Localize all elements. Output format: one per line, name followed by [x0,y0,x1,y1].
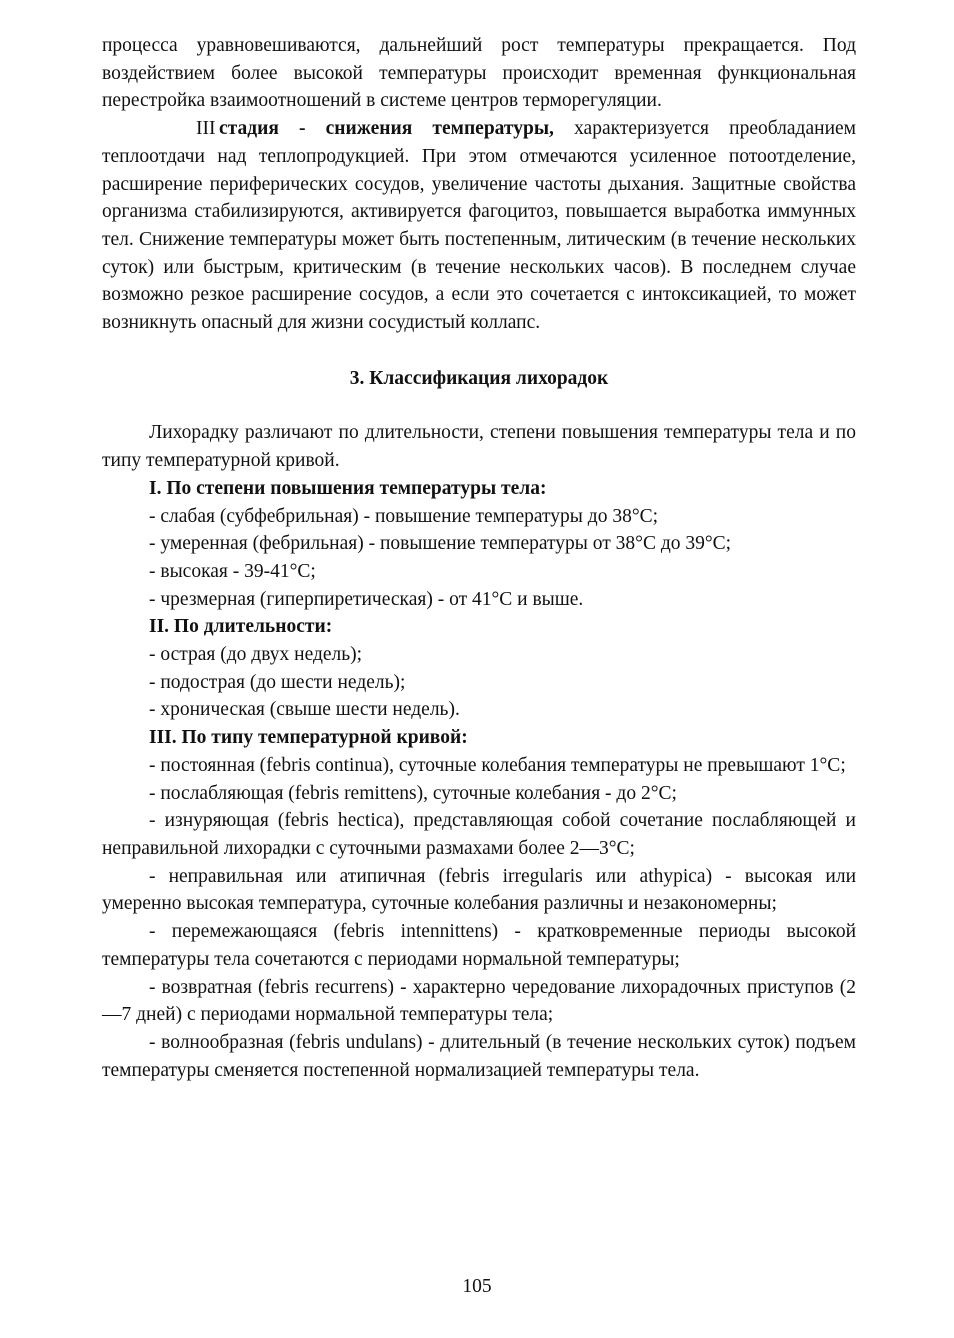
stage-title: стадия - снижения температуры, [219,118,554,140]
document-page [102,32,856,1084]
page-number: 105 [462,1276,492,1297]
paragraph-intro: Лихорадку различают по длительности, степени повышения температуры тела и по типу температурной кривой. [102,422,856,472]
subsection-title-degree: I. По степени повышения температуры тела: [149,477,547,499]
list-item: - перемежающаяся (febris intennittens) - кратковременные периоды высокой температуры тела сочетаются с периодами нормальной температуры; [102,921,856,970]
list-item: - послабляющая (febris remittens), суточные колебания - до 2°С; [149,782,677,804]
list-item: - неправильная или атипичная (febris irregularis или athypica) - высокая или умеренно высокая температура, суточные колебания различны и незакономерны; [102,865,856,915]
list-item: - умеренная (фебрильная) - повышение температуры от 38°С до 39°С; [149,533,732,555]
paragraph-stage-three: III стадия - снижения температуры, характеризуется преобладанием теплоотдачи над теплопродукцией. При этом отмечаются усиленное потоотделение, расширение периферических сосудов, увеличение частоты дыхания. Защитные свойства организма стабилизируются, активируется фагоцитоз, повышается выработка иммунных тел. Снижение температуры может быть постепенным, литическим (в течение нескольких суток) или быстрым, критическим (в течение нескольких часов). В последнем случае возможно резкое расширение сосудов, а если это сочетается с интоксикацией, то может возникнуть опасный для жизни сосудистый коллапс. [102,115,856,337]
subsection-title-duration: II. По длительности: [149,616,333,638]
list-item: - хроническая (свыше шести недель). [149,699,460,721]
list-item: - возвратная (febris recurrens) - характерно чередование лихорадочных приступов (2—7 дней) с периодами нормальной температуры тела; [102,976,856,1026]
list-item: - слабая (субфебрильная) - повышение температуры до 38°С; [149,505,659,527]
subsection-title-curve: III. По типу температурной кривой: [149,727,468,749]
list-item: - подострая (до шести недель); [149,671,406,693]
list-item: - высокая - 39-41°С; [149,560,316,582]
stage-roman-numeral: III [196,118,216,140]
list-item: - острая (до двух недель); [149,644,363,666]
paragraph-thermoregulation: процесса уравновешиваются, дальнейший рост температуры прекращается. Под воздействием более высокой температуры происходит временная функциональная перестройка взаимоотношений в системе центров терморегуляции. [102,35,856,112]
list-item: - волнообразная (febris undulans) - длительный (в течение нескольких суток) подъем температуры сменяется постепенной нормализацией температуры тела. [102,1031,856,1081]
list-item: - изнуряющая (febris hectica), представляющая собой сочетание послабляющей и неправильной лихорадки с суточными размахами более 2—3°С; [102,810,856,859]
list-item: - чрезмерная (гиперпиретическая) - от 41°С и выше. [149,588,584,610]
list-item: - постоянная (febris continua), суточные колебания температуры не превышают 1°С; [149,754,846,776]
section-heading: 3. Классификация лихорадок [349,367,609,389]
